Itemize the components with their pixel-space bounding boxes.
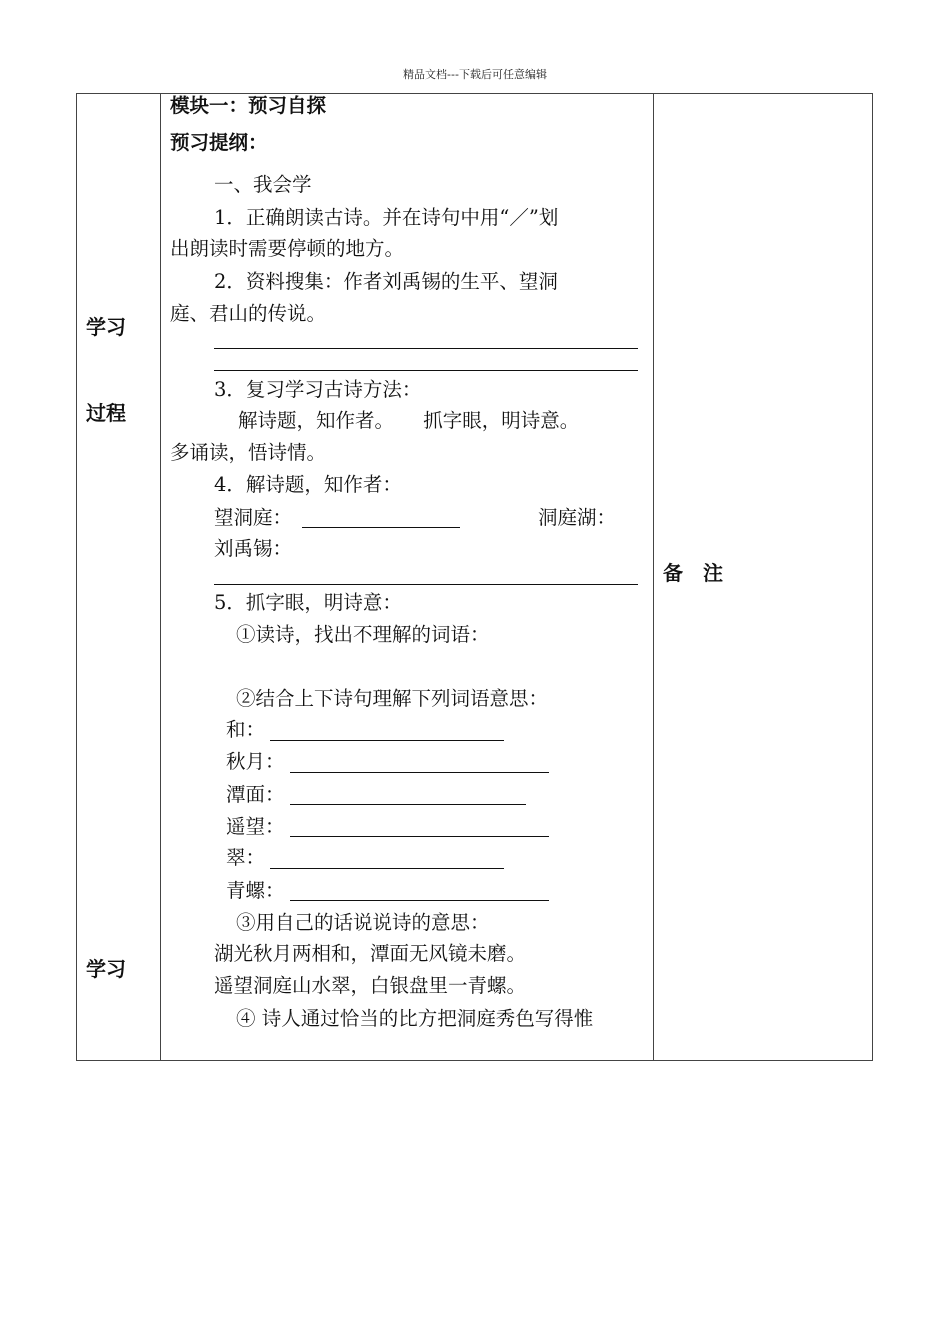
- word-term: 青螺：: [226, 879, 285, 902]
- word-term: 遥望：: [226, 815, 285, 838]
- word-term: 秋月：: [226, 750, 285, 773]
- item-5: 5．抓字眼，明诗意：: [214, 591, 402, 614]
- answer-line: [290, 804, 526, 805]
- side-label-process: 过程: [86, 401, 126, 425]
- answer-line: [270, 740, 504, 741]
- remarks-label: 备 注: [663, 561, 723, 585]
- section-heading: 一、我会学: [214, 173, 312, 196]
- answer-line: [214, 370, 638, 371]
- column-divider-left: [160, 93, 161, 1061]
- word-term: 和：: [226, 718, 266, 741]
- answer-line: [214, 348, 638, 349]
- item-1-line-2: 出朗读时需要停顿的地方。: [170, 237, 405, 260]
- answer-line: [290, 836, 549, 837]
- item-1-line-1: 1．正确朗读古诗。并在诗句中用“／”划: [214, 206, 559, 229]
- answer-line: [290, 900, 549, 901]
- sub-item-1: ①读诗，找出不理解的词语：: [236, 623, 490, 646]
- item-2-line-1: 2．资料搜集：作者刘禹锡的生平、望洞: [214, 270, 558, 293]
- sub-item-3: ③用自己的话说说诗的意思：: [236, 911, 490, 934]
- page-header: 精品文档---下载后可任意编辑: [403, 68, 547, 81]
- sub-item-4: ④ 诗人通过恰当的比方把洞庭秀色写得惟: [236, 1007, 594, 1030]
- answer-line: [214, 584, 638, 585]
- side-label-study: 学习: [86, 315, 126, 339]
- sub-item-2: ②结合上下诗句理解下列词语意思：: [236, 687, 549, 710]
- side-label-study-2: 学习: [86, 957, 126, 981]
- item-3: 3．复习学习古诗方法：: [214, 378, 422, 401]
- method-line-2: 多诵读，悟诗情。: [170, 441, 327, 464]
- word-term: 翠：: [226, 846, 266, 869]
- method-line-1: 解诗题，知作者。 抓字眼，明诗意。: [238, 409, 580, 432]
- answer-line: [302, 527, 460, 528]
- item-4: 4．解诗题，知作者：: [214, 473, 402, 496]
- title-term: 望洞庭：: [214, 506, 293, 529]
- lake-term: 洞庭湖：: [538, 506, 617, 529]
- item-2-line-2: 庭、君山的传说。: [170, 302, 327, 325]
- poem-line-1: 湖光秋月两相和，潭面无风镜未磨。: [214, 942, 527, 965]
- author-term: 刘禹锡：: [214, 537, 293, 560]
- answer-line: [270, 868, 504, 869]
- poem-line-2: 遥望洞庭山水翠，白银盘里一青螺。: [214, 974, 527, 997]
- module-title: 模块一：预习自探: [170, 94, 327, 117]
- column-divider-right: [653, 93, 654, 1061]
- answer-line: [290, 772, 549, 773]
- outline-title: 预习提纲：: [170, 131, 268, 154]
- word-term: 潭面：: [226, 783, 285, 806]
